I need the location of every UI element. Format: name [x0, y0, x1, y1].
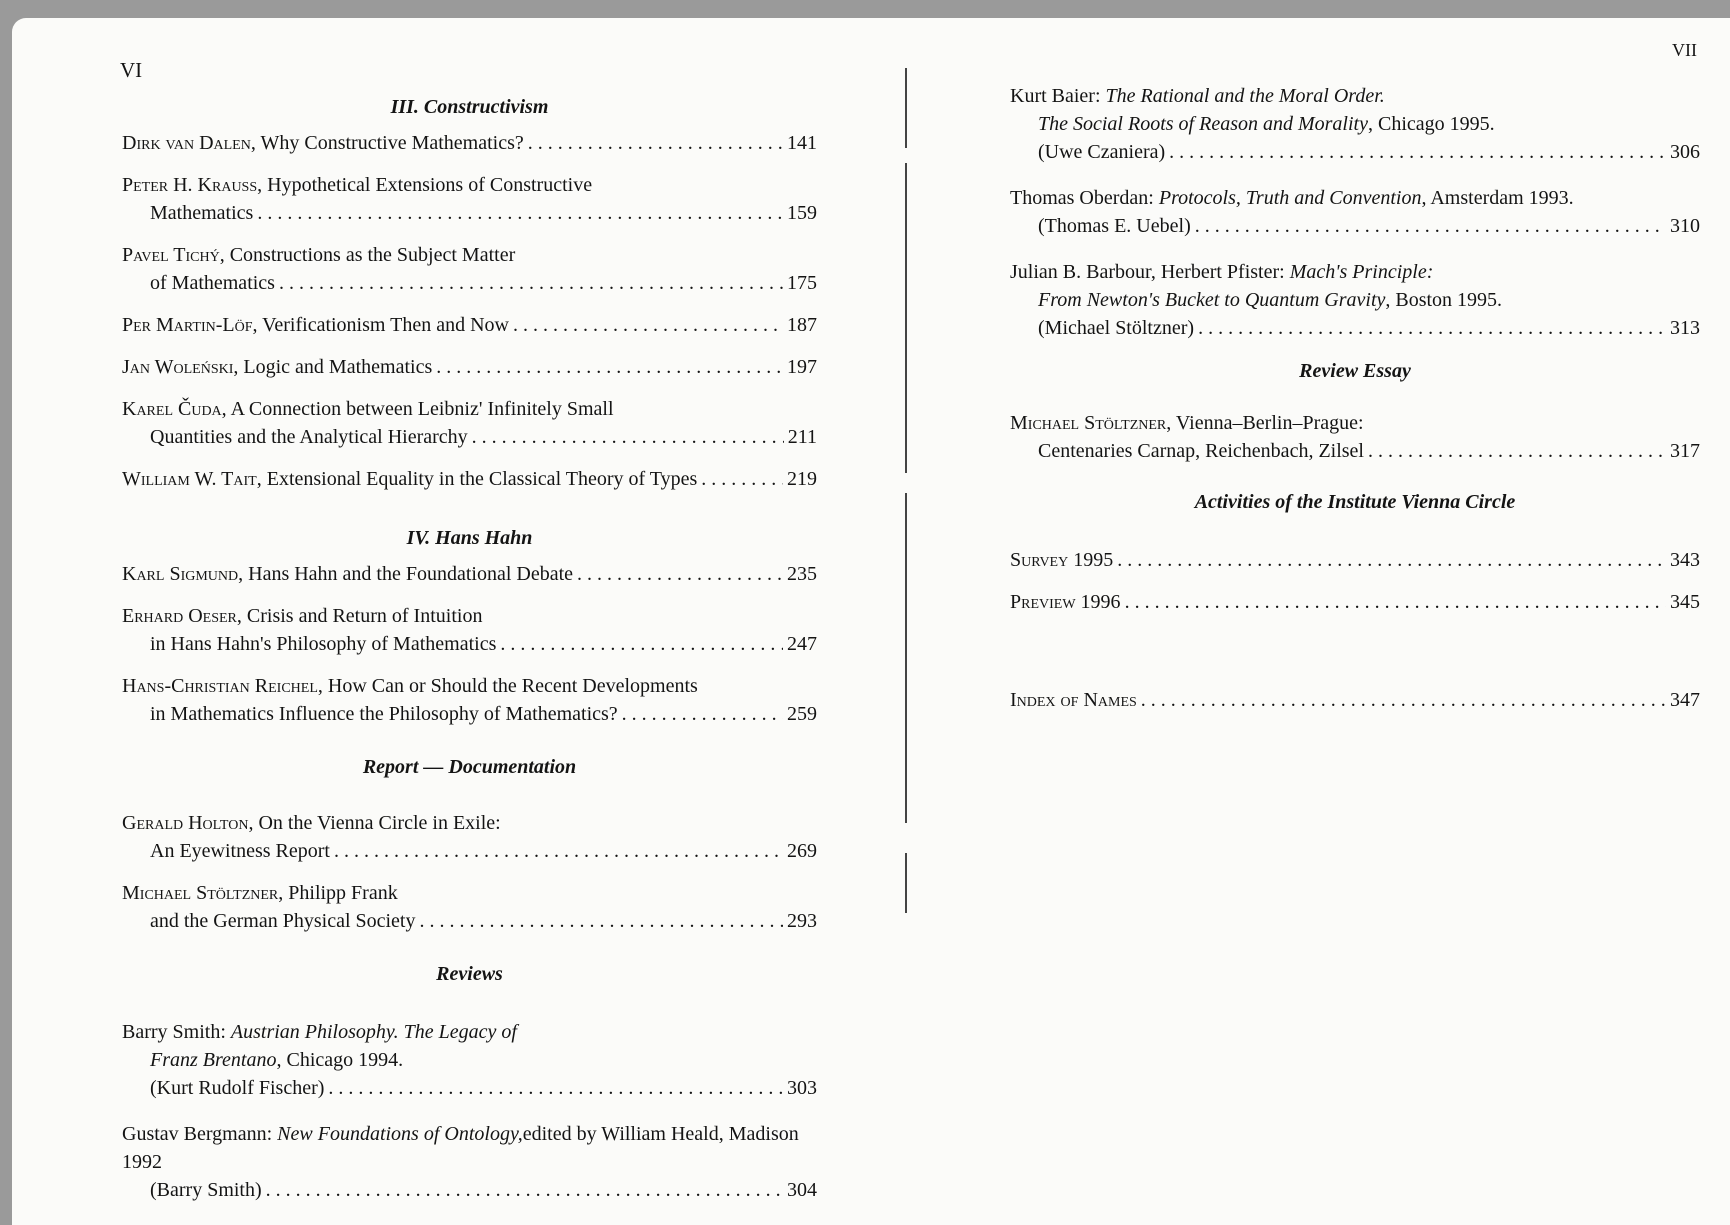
toc-entry: Hans-Christian Reichel, How Can or Should the Recent Developments in Mathematics Influence the Philosophy of Mathematics? . . . 259	[122, 672, 817, 728]
entry-page: 304	[787, 1179, 817, 1201]
entry-author: Dirk van Dalen	[122, 132, 251, 154]
entry-page: 219	[787, 468, 817, 490]
entry-author: Per Martin-Löf	[122, 314, 253, 336]
reviewed-author: Kurt Baier:	[1010, 85, 1101, 107]
toc-entry: Pavel Tichý, Constructions as the Subject Matter of Mathematics . . . 175	[122, 241, 817, 297]
review-entry	[122, 1120, 817, 1204]
dot-leader	[279, 269, 783, 297]
book-title: The Rational and the Moral Order.	[1105, 85, 1385, 107]
page-fold	[905, 163, 907, 473]
entry-label: Survey 1995	[1010, 549, 1114, 571]
right-page-number: VII	[1672, 40, 1697, 60]
entry-title: Verificationism Then and Now	[262, 314, 509, 336]
dot-leader	[328, 1074, 783, 1102]
section-title: Activities of the Institute Vienna Circle	[1194, 491, 1516, 513]
publication-info: , Amsterdam 1993.	[1421, 187, 1574, 209]
toc-entry: Dirk van Dalen, Why Constructive Mathematics? . . . 141	[122, 129, 817, 157]
section-title: Report — Documentation	[362, 756, 577, 778]
entry-label: Preview 1996	[1010, 591, 1121, 613]
dot-leader	[1195, 212, 1666, 240]
toc-entry: Per Martin-Löf, Verificationism Then and Now . . . 187	[122, 311, 817, 339]
toc-entry	[1010, 546, 1700, 574]
entry-title: Extensional Equality in the Classical Theory of Types	[266, 468, 698, 490]
entry-page: 269	[787, 840, 817, 862]
dot-leader	[622, 700, 783, 728]
entry-page: 345	[1670, 591, 1700, 613]
entry-title: Constructions as the Subject Matter	[229, 244, 516, 266]
dot-leader	[257, 199, 783, 227]
entry-title-cont: in Hans Hahn's Philosophy of Mathematics	[150, 633, 497, 655]
entry-title-cont: and the German Physical Society	[150, 910, 416, 932]
publication-info: edited by William Heald, Madison 1992	[122, 1123, 799, 1173]
entry-author: Gerald Holton	[122, 812, 249, 834]
left-page-contents	[122, 96, 817, 1222]
entry-author: Michael Stöltzner	[1010, 412, 1167, 434]
entry-author: Karl Sigmund	[122, 563, 239, 585]
entry-page: 317	[1670, 440, 1700, 462]
review-entry	[122, 1018, 817, 1102]
entry-page: 159	[787, 202, 817, 224]
reviewed-author: Julian B. Barbour, Herbert Pfister:	[1010, 261, 1285, 283]
entry-page: 247	[787, 633, 817, 655]
book-title: New Foundations of Ontology,	[277, 1123, 523, 1145]
reviewer: (Michael Stöltzner)	[1038, 317, 1195, 339]
dot-leader	[528, 129, 783, 157]
reviewed-author: Gustav Bergmann:	[122, 1123, 273, 1145]
entry-author: Peter H. Krauss	[122, 174, 258, 196]
book-title-cont: The Social Roots of Reason and Morality	[1038, 113, 1368, 135]
publication-info: , Chicago 1994.	[276, 1049, 404, 1071]
entry-title-cont: Mathematics	[150, 202, 254, 224]
book-title: Protocols, Truth and Convention	[1158, 187, 1422, 209]
entry-author: Hans-Christian Reichel	[122, 675, 318, 697]
section-title: IV. Hans Hahn	[406, 527, 533, 549]
entry-page: 259	[787, 703, 817, 725]
entry-title: A Connection between Leibniz' Infinitely Small	[230, 398, 614, 420]
book-spread	[12, 18, 1730, 1225]
dot-leader	[1141, 686, 1666, 714]
entry-author: Michael Stöltzner	[122, 882, 279, 904]
reviewer: (Kurt Rudolf Fischer)	[150, 1077, 325, 1099]
book-title: Mach's Principle:	[1289, 261, 1434, 283]
dot-leader	[1117, 546, 1666, 574]
entry-author: Karel Čuda	[122, 398, 222, 420]
entry-page: 310	[1670, 215, 1700, 237]
toc-entry: Michael Stöltzner, Philipp Frank and the German Physical Society . . . 293	[122, 879, 817, 935]
entry-page: 141	[787, 132, 817, 154]
book-title: Austrian Philosophy. The Legacy of	[230, 1021, 517, 1043]
left-page-number: VI	[120, 58, 143, 82]
publication-info: , Boston 1995.	[1385, 289, 1503, 311]
entry-title: How Can or Should the Recent Developments	[327, 675, 698, 697]
entry-page: 211	[787, 426, 817, 448]
dot-leader	[1198, 314, 1666, 342]
section-title: Reviews	[436, 963, 503, 985]
entry-page: 306	[1670, 141, 1700, 163]
page-fold	[905, 853, 907, 913]
dot-leader	[1368, 437, 1666, 465]
dot-leader	[1169, 138, 1666, 166]
entry-title-cont: of Mathematics	[150, 272, 275, 294]
page-fold	[905, 493, 907, 823]
dot-leader	[472, 423, 784, 451]
entry-title: Crisis and Return of Intuition	[246, 605, 483, 627]
entry-title: On the Vienna Circle in Exile:	[258, 812, 501, 834]
entry-author: Pavel Tichý	[122, 244, 220, 266]
reviewer: (Uwe Czaniera)	[1038, 141, 1166, 163]
section-entries	[122, 129, 817, 493]
toc-entry: Michael Stöltzner, Vienna–Berlin–Prague: Centenaries Carnap, Reichenbach, Zilsel . . . 317	[1010, 409, 1700, 465]
entry-page: 303	[787, 1077, 817, 1099]
entry-label: Index of Names	[1010, 689, 1137, 711]
review-entry	[1010, 184, 1700, 240]
review-entry	[1010, 258, 1700, 342]
entry-title: Logic and Mathematics	[243, 356, 433, 378]
toc-entry	[1010, 686, 1700, 714]
entry-title: Hypothetical Extensions of Constructive	[267, 174, 593, 196]
entry-page: 347	[1670, 689, 1700, 711]
dot-leader	[701, 465, 783, 493]
dot-leader	[266, 1176, 783, 1204]
toc-entry	[1010, 588, 1700, 616]
toc-entry: William W. Tait, Extensional Equality in the Classical Theory of Types . . . 219	[122, 465, 817, 493]
entry-page: 187	[787, 314, 817, 336]
entry-author: William W. Tait	[122, 468, 257, 490]
dot-leader	[500, 630, 783, 658]
section-title: Review Essay	[1299, 360, 1411, 382]
dot-leader	[577, 560, 783, 588]
reviewed-author: Barry Smith:	[122, 1021, 226, 1043]
toc-entry: Gerald Holton, On the Vienna Circle in Exile: An Eyewitness Report . . . 269	[122, 809, 817, 865]
book-title-cont: From Newton's Bucket to Quantum Gravity	[1038, 289, 1386, 311]
entry-page: 235	[787, 563, 817, 585]
publication-info: , Chicago 1995.	[1367, 113, 1495, 135]
toc-entry: Erhard Oeser, Crisis and Return of Intuition in Hans Hahn's Philosophy of Mathematics . . . 247	[122, 602, 817, 658]
section-entries	[122, 809, 817, 935]
toc-entry: Karl Sigmund, Hans Hahn and the Foundational Debate . . . 235	[122, 560, 817, 588]
entry-author: Erhard Oeser	[122, 605, 237, 627]
review-entries	[1010, 82, 1700, 342]
reviewer: (Thomas E. Uebel)	[1038, 215, 1191, 237]
entry-page: 175	[787, 272, 817, 294]
entry-author: Jan Woleński	[122, 356, 234, 378]
dot-leader	[1125, 588, 1666, 616]
dot-leader	[513, 311, 783, 339]
book-title-cont: Franz Brentano	[150, 1049, 277, 1071]
dot-leader	[420, 907, 784, 935]
entry-page: 313	[1670, 317, 1700, 339]
entry-title: Hans Hahn and the Foundational Debate	[248, 563, 574, 585]
entry-title-cont: Centenaries Carnap, Reichenbach, Zilsel	[1038, 440, 1364, 462]
entry-title-cont: in Mathematics Influence the Philosophy of Mathematics?	[150, 703, 618, 725]
toc-entry: Karel Čuda, A Connection between Leibniz' Infinitely Small Quantities and the Analytical Hierarchy . . . 211	[122, 395, 817, 451]
page-fold	[905, 68, 907, 148]
entry-page: 343	[1670, 549, 1700, 571]
toc-entry: Peter H. Krauss, Hypothetical Extensions of Constructive Mathematics . . . 159	[122, 171, 817, 227]
entry-title: Vienna–Berlin–Prague:	[1175, 412, 1364, 434]
reviewer: (Barry Smith)	[150, 1179, 262, 1201]
entry-page: 197	[787, 356, 817, 378]
toc-entry: Jan Woleński, Logic and Mathematics . . . 197	[122, 353, 817, 381]
entry-title: Philipp Frank	[288, 882, 398, 904]
review-entry	[1010, 82, 1700, 166]
entry-title-cont: An Eyewitness Report	[150, 840, 330, 862]
entry-title: Why Constructive Mathematics?	[260, 132, 524, 154]
section-title: III. Constructivism	[390, 96, 549, 118]
reviewed-author: Thomas Oberdan:	[1010, 187, 1154, 209]
review-entries	[122, 1018, 817, 1204]
dot-leader	[334, 837, 783, 865]
right-page-contents	[1010, 82, 1700, 714]
entry-page: 293	[787, 910, 817, 932]
section-entries	[122, 560, 817, 728]
dot-leader	[436, 353, 783, 381]
entry-title-cont: Quantities and the Analytical Hierarchy	[150, 426, 468, 448]
